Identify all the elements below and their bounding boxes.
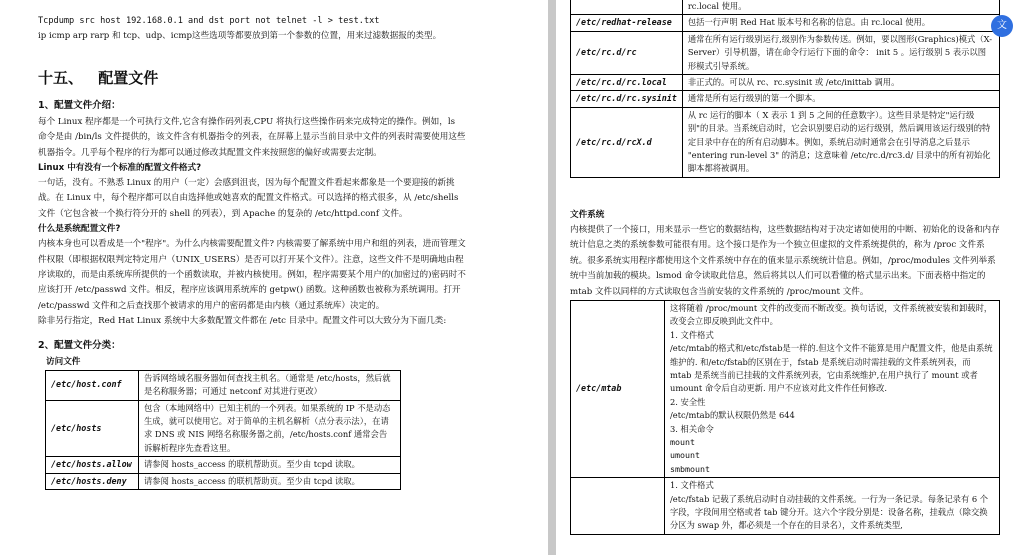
file-name-cell: /etc/rc.d/rc	[571, 31, 683, 74]
table-row	[571, 75, 1000, 91]
table-row	[46, 473, 401, 489]
file-name-cell: /etc/rc.d/rcX.d	[571, 107, 683, 177]
right-page	[556, 0, 1015, 555]
file-desc-cell: 通常在所有运行级别运行,级别作为参数传送。例如，要以图形(Graphics)模式（X-Server）引导机器，请在命令行运行下面的命令： init 5 。运行级别 5 表示以图形模式引导系统。	[682, 31, 999, 74]
table-row	[571, 91, 1000, 107]
system-files-table	[570, 0, 1000, 178]
answer-system-config-continued: 除非另行指定，Red Hat Linux 系统中大多数配置文件都在 /etc 目录中。配置文件可以大致分为下面几类:	[38, 316, 447, 327]
question-standard-format: Linux 中有没有一个标准的配置文件格式?	[38, 163, 202, 174]
access-files-table	[45, 370, 401, 490]
file-name-cell: /etc/hosts.allow	[46, 457, 139, 473]
file-desc-cell: 告诉网络域名服务器如何查找主机名。（通常是 /etc/hosts，然后就是名称服务器；可通过 netconf 对其进行更改）	[139, 370, 401, 400]
mtab-line: smbmount	[670, 463, 710, 474]
intro-paragraph: 每个 Linux 程序都是一个可执行文件,它含有操作码列表,CPU 将执行这些操作码来完成特定的操作。例如，ls 命令是由 /bin/ls 文件提供的，该文件含有机器指令的列表，在屏幕上显示当前目录中文件的列表时需要使用这些机器指令。几乎每个程序的行为都可以通过修改其配置文件来按照您的偏好或需要去定制。	[38, 116, 466, 158]
file-desc-cell: 请参阅 hosts_access 的联机帮助页。至少由 tcpd 读取。	[139, 457, 401, 473]
table-row	[571, 31, 1000, 74]
table-row	[571, 478, 1000, 535]
file-name-cell: /etc/hosts.deny	[46, 473, 139, 489]
file-name-cell: /etc/rc.d/rc.local	[571, 75, 683, 91]
mtab-line: umount	[670, 450, 700, 461]
table-row	[571, 15, 1000, 31]
fstab-line: /etc/fstab 记载了系统启动时自动挂载的文件系统。一行为一条记录。每条记录有 6 个字段，字段间用空格或者 tab 键分开。这六个字段分别是：设备名称，挂载点（除交换分区为 swap 外，都必须是一个存在的目录名），文件系统类型,	[670, 493, 989, 531]
mtab-line: 1. 文件格式	[670, 329, 714, 340]
command-line: Tcpdump src host 192.168.0.1 and dst port not telnet -l > test.txt	[38, 16, 380, 26]
file-desc-cell	[665, 300, 1000, 477]
access-files-heading: 访问文件	[46, 356, 81, 367]
file-name-cell: /etc/redhat-release	[571, 15, 683, 31]
mtab-line: /etc/mtab的格式和/etc/fstab是一样的.但这个文件不能算是用户配置文件，他是由系统维护的. 和/etc/fstab的区别在于，fstab 是系统启动时需挂载的文件系统列表，而 mtab 是系统当前已挂载的文件系统列表，它由系统维护,在用户执行了 mount 或者 umount 命令后自动更新. 用户不应该对此文件作任何修改.	[670, 343, 993, 394]
table-row	[571, 0, 1000, 15]
answer-standard-format: 一句话，没有。不熟悉 Linux 的用户（一定）会感到沮丧，因为每个配置文件看起来都象是一个要迎接的新挑战。在 Linux 中，每个程序都可以自由选择他或她喜欢的配置文件格式。可以选择的格式很多，从 /etc/shells 文件（它包含被一个换行符分开的 shell 的列表），到 Apache 的复杂的 /etc/httpd.conf 文件。	[38, 178, 459, 219]
file-desc-cell	[665, 478, 1000, 535]
table-row	[571, 300, 1000, 477]
file-name-cell: /etc/hosts	[46, 400, 139, 457]
question-system-config: 什么是系统配置文件?	[38, 224, 121, 235]
command-description: ip icmp arp rarp 和 tcp、udp、icmp这些选项等都要放到第一个参数的位置，用来过滤数据报的类型。	[38, 31, 442, 42]
filesystem-heading: 文件系统	[570, 209, 605, 220]
section-title: 十五、 配置文件	[38, 68, 159, 87]
table-row	[46, 457, 401, 473]
file-desc-cell: 包含（本地网络中）已知主机的一个列表。如果系统的 IP 不是动态生成，就可以使用它。对于简单的主机名解析（点分表示法），在请求 DNS 或 NIS 网络名称服务器之前，/etc/hosts.conf 通常会告诉解析程序先查看这里。	[139, 400, 401, 457]
translate-icon[interactable]: 文	[991, 15, 1013, 37]
mtab-line: 2. 安全性	[670, 396, 706, 407]
fstab-line: 1. 文件格式	[670, 480, 714, 491]
file-desc-cell: 从 rc 运行的脚本（ X 表示 1 到 5 之间的任意数字）。这些目录是特定"运行级别"的目录。当系统启动时，它会识别要启动的运行级别，然后调用该运行级别的特定目录中存在的所有启动脚本。例如，系统启动时通常会在引导消息之后显示 "entering run-level 3" 的消息；这意味着 /etc/rc.d/rc3.d/ 目录中的所有初始化脚本都将被调用。	[682, 107, 999, 177]
file-name-cell: /etc/mtab	[571, 300, 665, 477]
mtab-line: mount	[670, 436, 695, 447]
filesystem-paragraph: 内核提供了一个接口，用来显示一些它的数据结构，这些数据结构对于决定诸如使用的中断、初始化的设备和内存统计信息之类的系统参数可能很有用。这个接口是作为一个独立但虚拟的文件系统提供的，称为 /proc 文件系统。很多系统实用程序都使用这个文件系统中存在的值来显示系统统计信息。例如，/proc/modules 文件列举系统中当前加载的模块。lsmod 命令读取此信息，然后将其以人们可以看懂的格式显示出来。下面表格中指定的 mtab 文件以同样的方式读取包含当前安装的文件系统的 /proc/mount 文件。	[570, 224, 1000, 297]
file-desc-cell: 请参阅 hosts_access 的联机帮助页。至少由 tcpd 读取。	[139, 473, 401, 489]
mtab-line: 这将随着 /proc/mount 文件的改变而不断改变。换句话说，文件系统被安装和卸载时，改变会立即反映到此文件中。	[670, 302, 993, 327]
table-row	[571, 107, 1000, 177]
mtab-line: 3. 相关命令	[670, 423, 714, 434]
file-name-cell	[571, 0, 683, 15]
file-name-cell	[571, 478, 665, 535]
table-row	[46, 400, 401, 457]
file-desc-cell: 通常是所有运行级别的第一个脚本。	[682, 91, 999, 107]
intro-heading: 1、配置文件介绍：	[38, 99, 121, 111]
file-name-cell: /etc/host.conf	[46, 370, 139, 400]
mtab-line: /etc/mtab的默认权限仍然是 644	[670, 410, 795, 421]
filesystem-files-table	[570, 300, 1000, 535]
file-name-cell: /etc/rc.d/rc.sysinit	[571, 91, 683, 107]
file-desc-cell: 非正式的。可以从 rc、rc.sysinit 或 /etc/inittab 调用。	[682, 75, 999, 91]
file-desc-cell: 包括一行声明 Red Hat 版本号和名称的信息。由 rc.local 使用。	[682, 15, 999, 31]
file-desc-cell: rc.local 使用。	[682, 0, 999, 15]
table-row	[46, 370, 401, 400]
classification-heading: 2、配置文件分类：	[38, 339, 121, 351]
answer-system-config: 内核本身也可以看成是一个"程序"。为什么内核需要配置文件? 内核需要了解系统中用户和组的列表，进而管理文件权限（即根据权限判定特定用户（UNIX_USERS）是否可以打开某个文件）。注意，这些文件不是明确地由程序读取的，而是由系统库所提供的一个函数读取，并被内核使用。例如，程序需要某个用户的(加密过的)密码时不应该打开 /etc/passwd 文件。相反，程序应该调用系统库的 getpw() 函数。这种函数也被称为系统调用。打开 /etc/passwd 文件和之后查找那个被请求的用户的密码都是由内核（通过系统库）决定的。	[38, 239, 466, 311]
